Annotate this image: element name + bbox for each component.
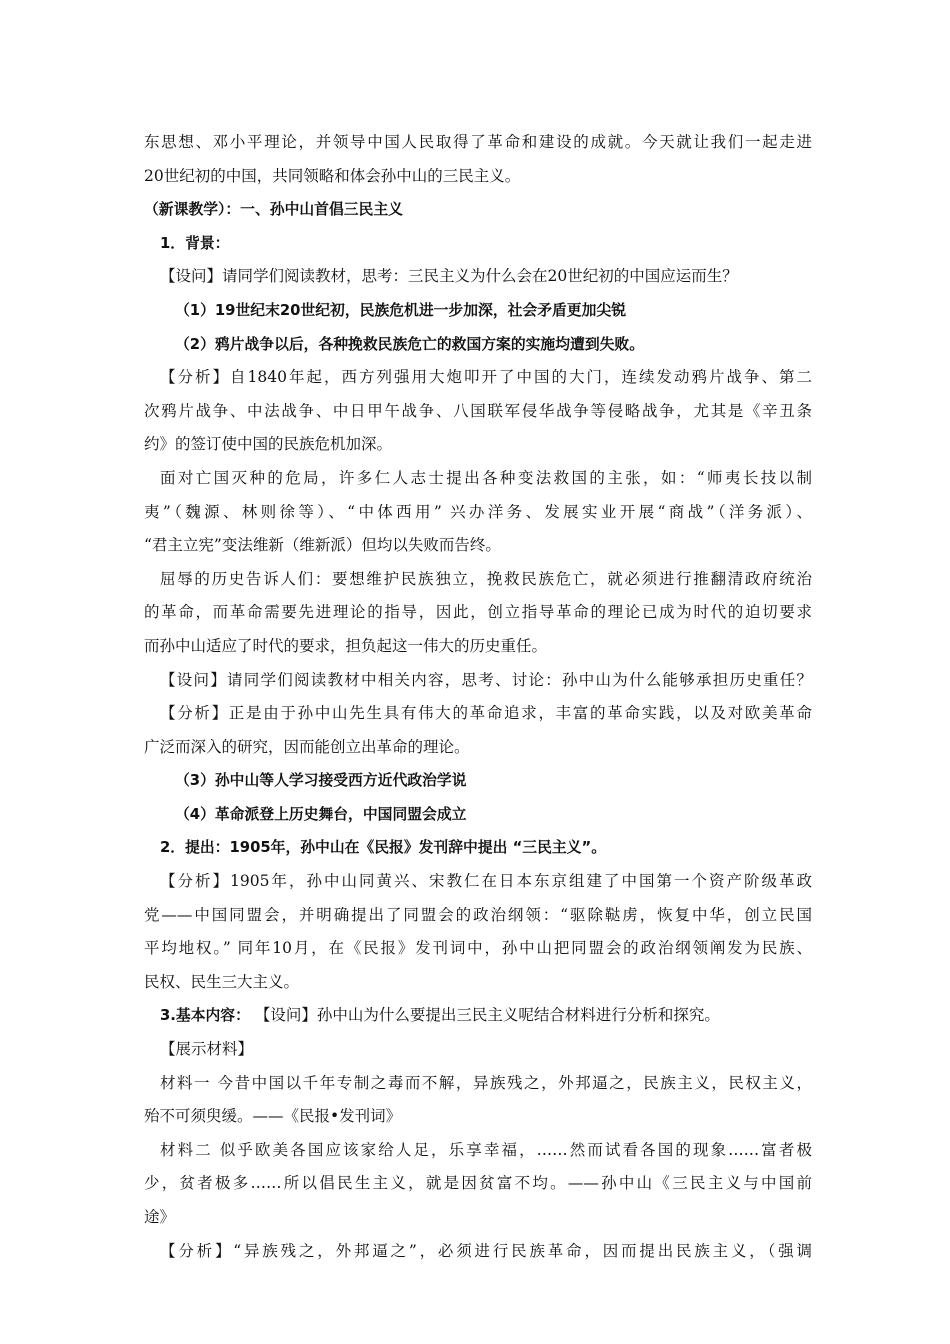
paragraph-line: 次鸦片战争、中法战争、中日甲午战争、八国联军侵华战争等侵略战争，尤其是《辛丑条 [144,401,812,420]
section-heading: （新课教学）：一、孙中山首倡三民主义 [144,201,403,219]
material-line: 材料二 似乎欧美各国应该家给人足，乐享幸福，……然而试看各国的现象……富者极 [160,1140,812,1159]
material-line: 殆不可须臾缓。——《民报•发刊词》 [144,1107,402,1126]
material-line: 材料一 今昔中国以千年专制之毒而不解，异族残之，外邦逼之，民族主义，民权主义， [160,1073,812,1092]
paragraph-line: 党——中国同盟会，并明确提出了同盟会的政治纲领：“驱除鞑虏，恢复中华，创立民国 [144,905,812,924]
point-line: （3）孙中山等人学习接受西方近代政治学说 [175,772,467,790]
material-line: 少，贫者极多……所以倡民生主义，就是因贫富不均。——孙中山《三民主义与中国前 [144,1174,812,1193]
paragraph-line: 的革命，而革命需要先进理论的指导，因此，创立指导革命的理论已成为时代的迫切要求 [144,603,812,622]
analysis-line: 【分析】“异族残之，外邦逼之”，必须进行民族革命，因而提出民族主义，（强调 [160,1241,812,1260]
question-line: 【设问】请同学们阅读教材，思考：三民主义为什么会在20世纪初的中国应运而生？ [160,267,738,286]
subsection-heading: 1．背景： [160,234,230,252]
analysis-line: 【分析】正是由于孙中山先生具有伟大的革命追求，丰富的革命实践，以及对欧美革命 [160,704,812,723]
subsection-heading: 2．提出：1905年，孙中山在《民报》发刊辞中提出 “三民主义”。 [160,839,607,857]
question-line: 【设问】请同学们阅读教材中相关内容，思考、讨论：孙中山为什么能够承担历史重任？ [160,670,812,689]
document-body [144,126,812,1268]
paragraph-line: 面对亡国灭种的危局，许多仁人志士提出各种变法救国的主张，如：“师夷长技以制 [160,468,812,487]
paragraph-line: 平均地权。” 同年10月，在《民报》发刊词中，孙中山把同盟会的政治纲领阐发为民族、 [144,939,812,958]
paragraph-line: 东思想、邓小平理论，并领导中国人民取得了革命和建设的成就。今天就让我们一起走进 [144,133,812,151]
question-text: 【设问】孙中山为什么要提出三民主义呢结合材料进行分析和探究。 [249,1006,720,1025]
analysis-line: 【分析】自1840年起，西方列强用大炮叩开了中国的大门，连续发动鸦片战争、第二 [160,368,812,387]
paragraph-line: 屈辱的历史告诉人们：要想维护民族独立，挽救民族危亡，就必须进行推翻清政府统治 [160,569,812,588]
paragraph-line: 20世纪初的中国，共同领略和体会孙中山的三民主义。 [144,166,521,185]
subsection-heading: 3.基本内容： [160,1007,250,1025]
point-line: （2）鸦片战争以后，各种挽救民族危亡的救国方案的实施均遭到失败。 [175,335,645,353]
subsection-line [144,999,812,1033]
point-line: （1）19世纪末20世纪初，民族危机进一步加深，社会矛盾更加尖锐 [175,301,626,319]
paragraph-line: “君主立宪”变法维新（维新派）但均以失败而告终。 [144,536,501,555]
material-heading: 【展示材料】 [160,1040,254,1059]
material-line: 途》 [144,1208,176,1226]
paragraph-line: 约》的签订使中国的民族危机加深。 [144,435,393,454]
analysis-line: 【分析】1905年，孙中山同黄兴、宋教仁在日本东京组建了中国第一个资产阶级革政 [160,872,812,891]
point-line: （4）革命派登上历史舞台，中国同盟会成立 [175,805,467,823]
paragraph-line: 民权、民生三大主义。 [144,972,300,991]
paragraph-line: 夷”（魏源、林则徐等）、“中体西用” 兴办洋务、发展实业开展“商战”（洋务派）、 [144,502,812,521]
paragraph-line: 而孙中山适应了时代的要求，担负起这一伟大的历史重任。 [144,636,548,655]
paragraph-line: 广泛而深入的研究，因而能创立出革命的理论。 [144,737,470,756]
